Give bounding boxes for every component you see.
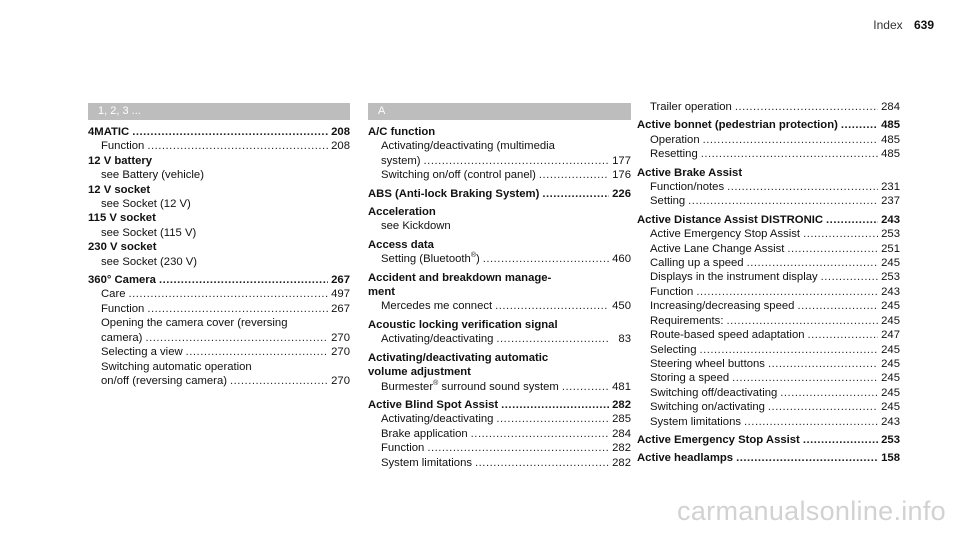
index-entry-volume-adjustment: Activating/deactivating automatic [368,351,549,364]
index-entry-acceleration: Acceleration [368,206,436,219]
index-entry-accident-management: Accident and breakdown manage- [368,271,552,284]
index-subentry[interactable]: Mercedes me connect ..... 450 [368,299,631,313]
index-subentry[interactable]: System limitations ..... 282 [368,456,631,470]
index-subentry[interactable]: Switching off/deactivating ..... 245 [637,386,900,400]
section-header-a: A [368,103,631,120]
index-entry-115v-socket: 115 V socket [88,212,156,225]
index-subentry[interactable]: Activating/deactivating ..... 285 [368,412,631,426]
page-number: 639 [913,18,934,32]
index-subentry[interactable]: Function ..... 267 [88,302,350,316]
index-entry-4matic[interactable]: 4MATIC ..... 208 [88,125,350,139]
index-subentry[interactable]: Displays in the instrument display ..... 253 [637,270,900,284]
page-header [873,18,934,32]
index-entry-accident-management-cont: ment [368,286,395,299]
index-see-reference[interactable]: see Socket (230 V) [101,255,198,268]
watermark: carmanualsonline.info [677,496,946,526]
index-subentry[interactable]: Function ..... 208 [88,139,350,153]
index-subentry[interactable]: Function ..... 243 [637,285,900,299]
index-entry-volume-adjustment-cont: volume adjustment [368,366,471,379]
index-subentry[interactable]: Function ..... 282 [368,441,631,455]
index-subentry[interactable]: Care ..... 497 [88,287,350,301]
index-subentry[interactable]: Brake application ..... 284 [368,427,631,441]
index-subentry[interactable]: Switching on/off (control panel) ..... 176 [368,168,631,182]
index-entry-abs[interactable]: ABS (Anti-lock Braking System) ..... 226 [368,187,631,201]
index-subentry[interactable]: Setting ..... 237 [637,194,900,208]
index-subentry[interactable]: system) ..... 177 [368,154,631,168]
index-entry-active-distance-assist[interactable]: Active Distance Assist DISTRONIC ..... 243 [637,213,900,227]
index-entry-12v-battery: 12 V battery [88,154,153,167]
index-subentry[interactable]: Activating/deactivating ..... 83 [368,332,631,346]
index-subentry-line: Opening the camera cover (reversing [101,317,288,330]
index-subentry[interactable]: Active Emergency Stop Assist ..... 253 [637,227,900,241]
index-subentry[interactable]: Route-based speed adaptation ..... 247 [637,328,900,342]
index-subentry[interactable]: camera) ..... 270 [88,331,350,345]
index-subentry[interactable]: Resetting ..... 485 [637,147,900,161]
index-entry-access-data: Access data [368,238,434,251]
index-entry-acoustic-locking: Acoustic locking verification signal [368,318,558,331]
index-entry-active-blind-spot-assist[interactable]: Active Blind Spot Assist ..... 282 [368,398,631,412]
index-subentry[interactable]: Steering wheel buttons ..... 245 [637,357,900,371]
index-entry-active-emergency-stop-assist[interactable]: Active Emergency Stop Assist ..... 253 [637,433,900,447]
index-entry-active-headlamps[interactable]: Active headlamps ..... 158 [637,451,900,465]
index-subentry[interactable]: Function/notes ..... 231 [637,180,900,194]
index-column-3 [637,100,900,466]
index-subentry[interactable]: Setting (Bluetooth®) ..... 460 [368,252,631,266]
index-entry-active-bonnet[interactable]: Active bonnet (pedestrian protection) ..... 485 [637,118,900,132]
index-subentry[interactable]: Calling up a speed ..... 245 [637,256,900,270]
index-entry-12v-socket: 12 V socket [88,183,151,196]
index-subentry[interactable]: Active Lane Change Assist ..... 251 [637,242,900,256]
header-label: Index [873,18,903,32]
index-subentry[interactable]: Switching on/activating ..... 245 [637,400,900,414]
index-see-reference[interactable]: see Socket (115 V) [101,226,197,239]
index-column-1 [88,103,350,388]
index-subentry[interactable]: on/off (reversing camera) ..... 270 [88,374,350,388]
index-entry-ac-function: A/C function [368,126,436,138]
index-subentry-line: Activating/deactivating (multimedia [381,140,555,153]
index-subentry[interactable]: Trailer operation ..... 284 [637,100,900,114]
index-subentry-line: Switching automatic operation [101,360,252,373]
index-see-reference[interactable]: see Socket (12 V) [101,198,191,211]
index-see-reference[interactable]: see Kickdown [381,220,451,233]
index-entry-active-brake-assist: Active Brake Assist [637,166,743,179]
section-header-123: 1, 2, 3 ... [88,103,350,120]
index-see-reference[interactable]: see Battery (vehicle) [101,169,204,182]
index-subentry[interactable]: Operation ..... 485 [637,133,900,147]
index-subentry[interactable]: Increasing/decreasing speed ..... 245 [637,299,900,313]
index-subentry[interactable]: Burmester® surround sound system ..... 481 [368,380,631,394]
index-entry-360-camera[interactable]: 360° Camera ..... 267 [88,273,350,287]
index-subentry[interactable]: Storing a speed ..... 245 [637,371,900,385]
index-subentry[interactable]: System limitations ..... 243 [637,415,900,429]
index-entry-230v-socket: 230 V socket [88,241,157,254]
index-subentry[interactable]: Requirements: ..... 245 [637,314,900,328]
index-column-2 [368,103,631,470]
index-subentry[interactable]: Selecting ..... 245 [637,343,900,357]
index-subentry[interactable]: Selecting a view ..... 270 [88,345,350,359]
